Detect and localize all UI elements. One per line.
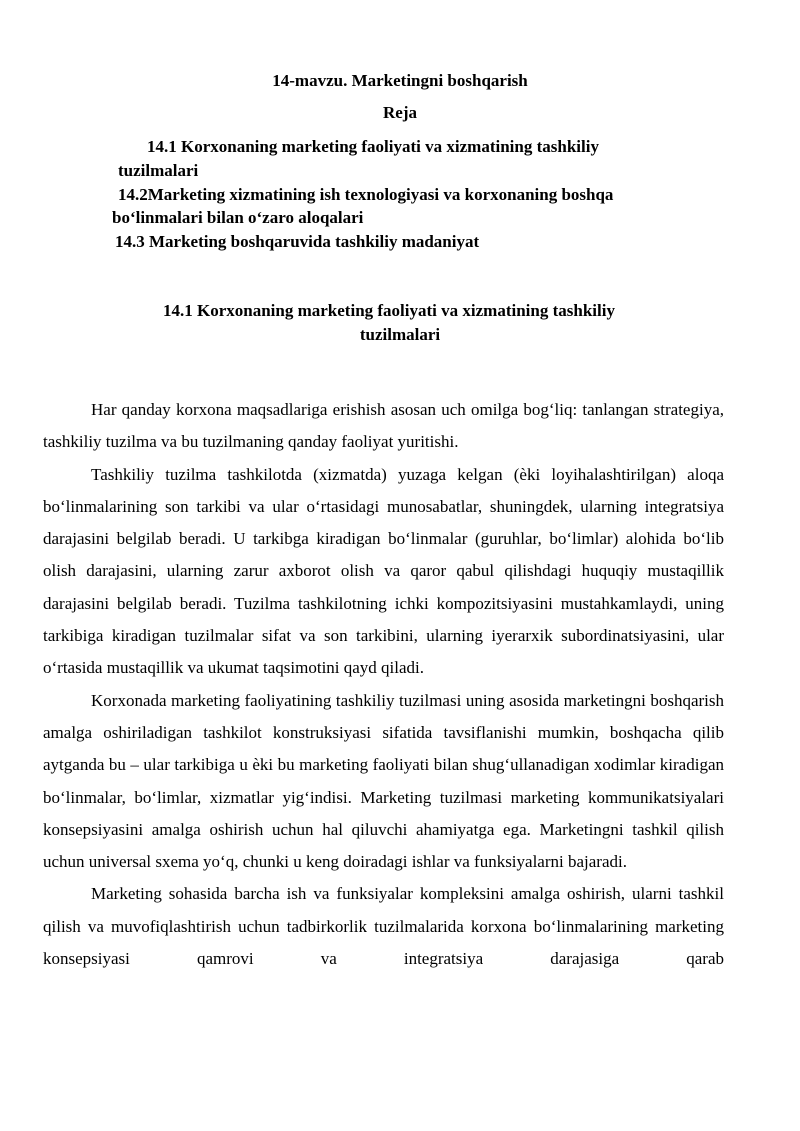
section-heading-line-1: 14.1 Korxonaning marketing faoliyati va xizmatining tashkiliy bbox=[163, 301, 615, 320]
paragraph-4: Marketing sohasida barcha ish va funksiyalar kompleksini amalga oshirish, ularni tashkil qilish va muvofiqlashtirish uchun tadbirkorlik tuzilmalarida korxona boʻlinmalarining marketing konsepsiyasi qamrovi va integratsiya darajasiga qarab bbox=[43, 884, 724, 969]
plan-item-3: 14.3 Marketing boshqaruvida tashkiliy madaniyat bbox=[115, 232, 480, 251]
paragraph-1: Har qanday korxona maqsadlariga erishish asosan uch omilga bogʻliq: tanlangan strategiya, tashkiliy tuzilma va bu tuzilmaning qanday faoliyat yuritishi. bbox=[43, 400, 724, 452]
paragraph-3: Korxonada marketing faoliyatining tashkiliy tuzilmasi uning asosida marketingni boshqarish amalga oshiriladigan tashkilot konstruksiyasi sifatida tavsiflanishi mumkin, boshqacha qilib aytganda bu – ular tarkibiga u èki bu marketing faoliyati bilan shugʻullanadigan xodimlar kiradigan boʻlinmalar, boʻlimlar, xizmatlar yigʻindisi. Marketing tuzilmasi marketing kommunikatsiyalari konsepsiyasini amalga oshirish uchun hal qiluvchi ahamiyatga ega. Marketingni tashkil qilish uchun universal sxema yoʻq, chunki u keng doiradagi ishlar va funksiyalarni bajaradi. bbox=[43, 690, 724, 872]
plan-heading: Reja bbox=[383, 103, 417, 122]
section-heading-line-2: tuzilmalari bbox=[359, 325, 441, 344]
plan-item-2: 14.2Marketing xizmatining ish texnologiyasi va korxonaning boshqa bbox=[118, 185, 614, 204]
document-title: 14-mavzu. Marketingni boshqarish bbox=[272, 71, 528, 90]
plan-item-2-continued: boʻlinmalari bilan oʻzaro aloqalari bbox=[112, 208, 364, 227]
body-text bbox=[43, 394, 724, 975]
plan-item-1-continued: tuzilmalari bbox=[118, 161, 199, 180]
paragraph-2: Tashkiliy tuzilma tashkilotda (xizmatda) yuzaga kelgan (èki loyihalashtirilgan) aloqa boʻlinmalarining son tarkibi va ular oʻrtasidagi munosabatlar, shuningdek, ularning integratsiya darajasini belgilab beradi. U tarkibga kiradigan boʻlinmalar (guruhlar, boʻlimlar) alohida boʻlib olish darajasini, ularning zarur axborot olish va qaror qabul qilishdagi huquqiy mustaqillik darajasini belgilab beradi. Tuzilma tashkilotning ichki kompozitsiyasini mustahkamlaydi, uning tarkibiga kiradigan tuzilmalar sifat va son tarkibini, ularning iyerarxik subordinatsiyasini, ular oʻrtasida mustaqillik va ukumat taqsimotini qayd qiladi. bbox=[43, 464, 724, 678]
plan-item-1: 14.1 Korxonaning marketing faoliyati va xizmatining tashkiliy bbox=[147, 137, 599, 156]
